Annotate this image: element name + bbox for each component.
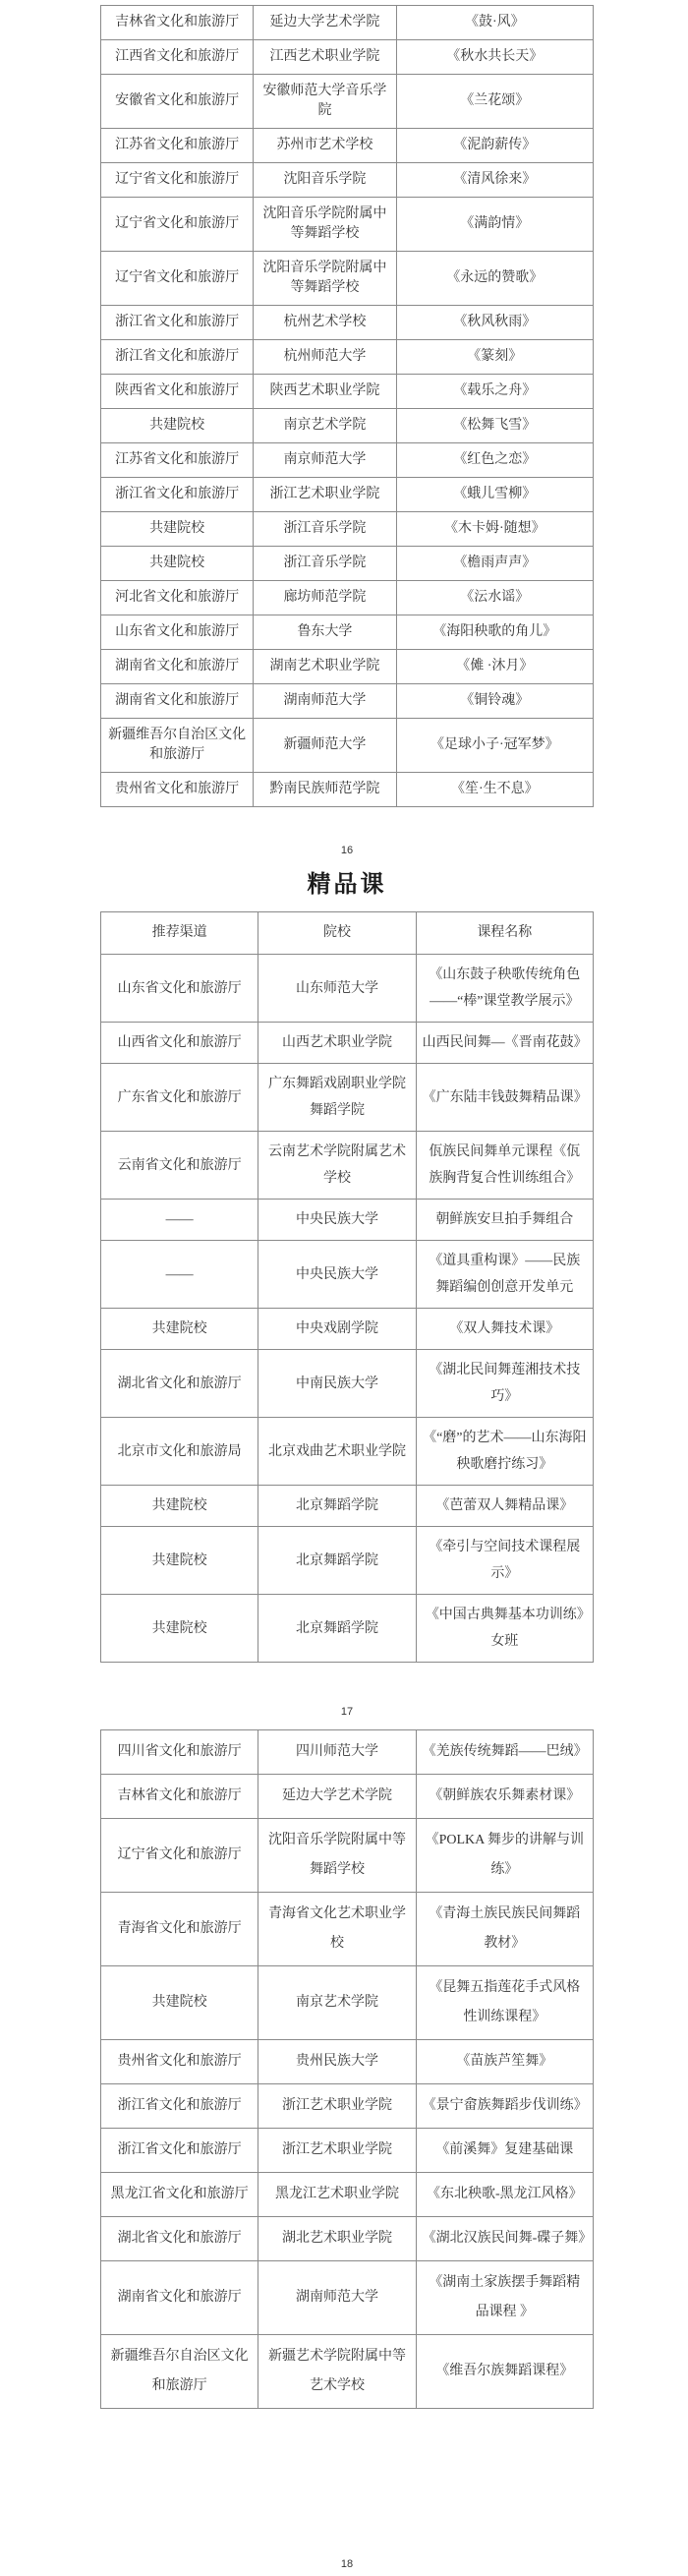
table-cell: 广东舞蹈戏剧职业学院舞蹈学院 — [258, 1064, 416, 1132]
table-cell: 《前溪舞》复建基础课 — [416, 2129, 593, 2173]
table-cell: 陕西省文化和旅游厅 — [101, 375, 254, 409]
table-cell: 北京市文化和旅游局 — [101, 1418, 258, 1486]
table-cell: 浙江艺术职业学院 — [258, 2129, 416, 2173]
table-cell: 湖北省文化和旅游厅 — [101, 2217, 258, 2261]
table-row — [101, 198, 594, 252]
table-row — [101, 1527, 594, 1595]
table-cell: 辽宁省文化和旅游厅 — [101, 252, 254, 306]
table-row — [101, 1730, 594, 1775]
table-cell: 浙江省文化和旅游厅 — [101, 2129, 258, 2173]
table-row — [101, 2217, 594, 2261]
table-cell: 杭州艺术学校 — [254, 306, 396, 340]
table-row — [101, 512, 594, 547]
table-row — [101, 1595, 594, 1663]
table-cell: 共建院校 — [101, 1527, 258, 1595]
table-cell: 黑龙江艺术职业学院 — [258, 2173, 416, 2217]
table-cell: 湖南省文化和旅游厅 — [101, 684, 254, 719]
table-cell: 山东省文化和旅游厅 — [101, 615, 254, 650]
table-cell: 贵州民族大学 — [258, 2040, 416, 2084]
table-cell: 江西省文化和旅游厅 — [101, 40, 254, 75]
table-cell: 中南民族大学 — [258, 1350, 416, 1418]
table-cell: 浙江省文化和旅游厅 — [101, 478, 254, 512]
table-cell: 佤族民间舞单元课程《佤族胸背复合性训练组合》 — [416, 1132, 593, 1200]
table-cell: 延边大学艺术学院 — [254, 6, 396, 40]
table-cell: 共建院校 — [101, 1309, 258, 1350]
table-row — [101, 650, 594, 684]
table-cell: 《秋风秋雨》 — [396, 306, 593, 340]
table-row — [101, 615, 594, 650]
table-cell: 湖北艺术职业学院 — [258, 2217, 416, 2261]
table-row — [101, 252, 594, 306]
table-row — [101, 547, 594, 581]
table-cell: 吉林省文化和旅游厅 — [101, 1775, 258, 1819]
table-cell: 《青海土族民族民间舞蹈教材》 — [416, 1893, 593, 1966]
table-cell: 黑龙江省文化和旅游厅 — [101, 2173, 258, 2217]
table-cell: 《泥韵薪传》 — [396, 129, 593, 163]
table-cell: 《广东陆丰钱鼓舞精品课》 — [416, 1064, 593, 1132]
table-cell: 沈阳音乐学院附属中等舞蹈学校 — [258, 1819, 416, 1893]
table-cell: 新疆艺术学院附属中等艺术学校 — [258, 2335, 416, 2409]
table-cell: 浙江省文化和旅游厅 — [101, 2084, 258, 2129]
table-header-row — [101, 912, 594, 955]
table-row — [101, 340, 594, 375]
table-row — [101, 955, 594, 1023]
table-cell: 《山东鼓子秧歌传统角色——“棒”课堂教学展示》 — [416, 955, 593, 1023]
table-cell: 北京戏曲艺术职业学院 — [258, 1418, 416, 1486]
table-cell: 浙江音乐学院 — [254, 512, 396, 547]
table-cell: 中央民族大学 — [258, 1200, 416, 1241]
table-cell: 南京艺术学院 — [254, 409, 396, 443]
table-row — [101, 2129, 594, 2173]
table-cell: 贵州省文化和旅游厅 — [101, 2040, 258, 2084]
table-cell: 共建院校 — [101, 409, 254, 443]
table-cell: 四川师范大学 — [258, 1730, 416, 1775]
table-row — [101, 2084, 594, 2129]
page-number-17: 17 — [340, 1706, 354, 1718]
table-cell: 河北省文化和旅游厅 — [101, 581, 254, 615]
table-cell: 北京舞蹈学院 — [258, 1486, 416, 1527]
table-cell: 《沄水谣》 — [396, 581, 593, 615]
table-cell: 共建院校 — [101, 1966, 258, 2040]
table-cell: 《“磨”的艺术——山东海阳秧歌磨拧练习》 — [416, 1418, 593, 1486]
section-title: 精品课 — [307, 871, 387, 898]
table-cell: 《笙·生不息》 — [396, 773, 593, 807]
table-cell: 《牵引与空间技术课程展示》 — [416, 1527, 593, 1595]
table-cell: 辽宁省文化和旅游厅 — [101, 163, 254, 198]
table-cell: 山西艺术职业学院 — [258, 1023, 416, 1064]
table-cell: 鲁东大学 — [254, 615, 396, 650]
table-row — [101, 1064, 594, 1132]
table-cell: 《兰花颂》 — [396, 75, 593, 129]
table-cell: 朝鲜族安旦拍手舞组合 — [416, 1200, 593, 1241]
table-row — [101, 773, 594, 807]
table-cell: 《昆舞五指莲花手式风格性训练课程》 — [416, 1966, 593, 2040]
table-row — [101, 1350, 594, 1418]
table-cell: 《芭蕾双人舞精品课》 — [416, 1486, 593, 1527]
col-header-course: 课程名称 — [416, 912, 593, 955]
table-row — [101, 1819, 594, 1893]
table-cell: 黔南民族师范学院 — [254, 773, 396, 807]
table-row — [101, 2261, 594, 2335]
table-cell: 陕西艺术职业学院 — [254, 375, 396, 409]
table-cell: 青海省文化和旅游厅 — [101, 1893, 258, 1966]
table-cell: 贵州省文化和旅游厅 — [101, 773, 254, 807]
table-cell: 江苏省文化和旅游厅 — [101, 443, 254, 478]
table-cell: 《景宁畲族舞蹈步伐训练》 — [416, 2084, 593, 2129]
table-cell: 云南艺术学院附属艺术学校 — [258, 1132, 416, 1200]
table-row — [101, 1200, 594, 1241]
table-cell: 北京舞蹈学院 — [258, 1527, 416, 1595]
table-cell: 江西艺术职业学院 — [254, 40, 396, 75]
table-cell: 沈阳音乐学院附属中等舞蹈学校 — [254, 252, 396, 306]
table-cell: 北京舞蹈学院 — [258, 1595, 416, 1663]
table-row — [101, 2040, 594, 2084]
table-cell: 《松舞飞雪》 — [396, 409, 593, 443]
table-cell: 《湖北民间舞莲湘技术技巧》 — [416, 1350, 593, 1418]
table-cell: 《湖北汉族民间舞-碟子舞》 — [416, 2217, 593, 2261]
table-cell: 《蛾儿雪柳》 — [396, 478, 593, 512]
table-cell: 《东北秧歌-黑龙江风格》 — [416, 2173, 593, 2217]
table-cell: 共建院校 — [101, 1595, 258, 1663]
table-cell: 《木卡姆·随想》 — [396, 512, 593, 547]
table-cell: 延边大学艺术学院 — [258, 1775, 416, 1819]
table-cell: —— — [101, 1200, 258, 1241]
table-cell: 浙江省文化和旅游厅 — [101, 340, 254, 375]
table-cell: 新疆维吾尔自治区文化和旅游厅 — [101, 719, 254, 773]
table-cell: 《铜铃魂》 — [396, 684, 593, 719]
table-cell: 山东省文化和旅游厅 — [101, 955, 258, 1023]
table-row — [101, 1023, 594, 1064]
table-row — [101, 2173, 594, 2217]
table-cell: 浙江音乐学院 — [254, 547, 396, 581]
table-row — [101, 75, 594, 129]
table-row — [101, 719, 594, 773]
table-row — [101, 1241, 594, 1309]
table-cell: 山东师范大学 — [258, 955, 416, 1023]
table-cell: 云南省文化和旅游厅 — [101, 1132, 258, 1200]
works-table — [100, 5, 594, 807]
table-cell: 青海省文化艺术职业学校 — [258, 1893, 416, 1966]
table-cell: 新疆师范大学 — [254, 719, 396, 773]
table-cell: 辽宁省文化和旅游厅 — [101, 1819, 258, 1893]
table-cell: 湖北省文化和旅游厅 — [101, 1350, 258, 1418]
table-cell: 新疆维吾尔自治区文化和旅游厅 — [101, 2335, 258, 2409]
table-row — [101, 1309, 594, 1350]
table-cell: 《海阳秧歌的角儿》 — [396, 615, 593, 650]
table-row — [101, 1966, 594, 2040]
table-cell: 苏州市艺术学校 — [254, 129, 396, 163]
table-cell: 山西民间舞—《晋南花鼓》 — [416, 1023, 593, 1064]
table-cell: 《足球小子·冠军梦》 — [396, 719, 593, 773]
table-cell: 浙江省文化和旅游厅 — [101, 306, 254, 340]
table-cell: 杭州师范大学 — [254, 340, 396, 375]
table-cell: 《朝鲜族农乐舞素材课》 — [416, 1775, 593, 1819]
table-cell: 山西省文化和旅游厅 — [101, 1023, 258, 1064]
table-cell: 《道具重构课》——民族舞蹈编创创意开发单元 — [416, 1241, 593, 1309]
table-row — [101, 1775, 594, 1819]
table-cell: 《羌族传统舞蹈——巴绒》 — [416, 1730, 593, 1775]
table-row — [101, 6, 594, 40]
table-row — [101, 163, 594, 198]
courses-table-second — [100, 1729, 594, 2409]
table-cell: 中央戏剧学院 — [258, 1309, 416, 1350]
table-row — [101, 40, 594, 75]
page-number-18: 18 — [340, 2558, 354, 2570]
table-row — [101, 409, 594, 443]
table-cell: 《湖南土家族摆手舞蹈精品课程 》 — [416, 2261, 593, 2335]
table-cell: 浙江艺术职业学院 — [258, 2084, 416, 2129]
table-row — [101, 1893, 594, 1966]
table-cell: 吉林省文化和旅游厅 — [101, 6, 254, 40]
table-cell: 湖南省文化和旅游厅 — [101, 2261, 258, 2335]
table-cell: 共建院校 — [101, 547, 254, 581]
courses-table-first — [100, 911, 594, 1663]
table-row — [101, 375, 594, 409]
table-cell: 《中国古典舞基本功训练》女班 — [416, 1595, 593, 1663]
table-cell: 《苗族芦笙舞》 — [416, 2040, 593, 2084]
table-row — [101, 581, 594, 615]
table-cell: 南京艺术学院 — [258, 1966, 416, 2040]
table-cell: 浙江艺术职业学院 — [254, 478, 396, 512]
table-cell: 《POLKA 舞步的讲解与训练》 — [416, 1819, 593, 1893]
table-cell: 共建院校 — [101, 1486, 258, 1527]
table-cell: 《秋水共长天》 — [396, 40, 593, 75]
table-cell: 《清风徐来》 — [396, 163, 593, 198]
table-cell: 湖南师范大学 — [254, 684, 396, 719]
table-cell: 《维吾尔族舞蹈课程》 — [416, 2335, 593, 2409]
table-cell: 《篆刻》 — [396, 340, 593, 375]
table-row — [101, 2335, 594, 2409]
table-cell: 《鼓·风》 — [396, 6, 593, 40]
table-cell: 南京师范大学 — [254, 443, 396, 478]
table-cell: —— — [101, 1241, 258, 1309]
table-cell: 四川省文化和旅游厅 — [101, 1730, 258, 1775]
table-row — [101, 306, 594, 340]
table-cell: 安徽师范大学音乐学院 — [254, 75, 396, 129]
table-cell: 安徽省文化和旅游厅 — [101, 75, 254, 129]
table-cell: 江苏省文化和旅游厅 — [101, 129, 254, 163]
table-cell: 辽宁省文化和旅游厅 — [101, 198, 254, 252]
table-cell: 《永远的赞歌》 — [396, 252, 593, 306]
table-cell: 湖南师范大学 — [258, 2261, 416, 2335]
col-header-school: 院校 — [258, 912, 416, 955]
table-cell: 廊坊师范学院 — [254, 581, 396, 615]
table-row — [101, 443, 594, 478]
table-cell: 《双人舞技术课》 — [416, 1309, 593, 1350]
table-row — [101, 1132, 594, 1200]
table-cell: 湖南艺术职业学院 — [254, 650, 396, 684]
table-row — [101, 1418, 594, 1486]
table-cell: 中央民族大学 — [258, 1241, 416, 1309]
table-row — [101, 129, 594, 163]
page-number-16: 16 — [340, 845, 354, 856]
table-cell: 湖南省文化和旅游厅 — [101, 650, 254, 684]
table-cell: 《傩 ·沐月》 — [396, 650, 593, 684]
table-cell: 广东省文化和旅游厅 — [101, 1064, 258, 1132]
table-row — [101, 1486, 594, 1527]
col-header-channel: 推荐渠道 — [101, 912, 258, 955]
table-cell: 共建院校 — [101, 512, 254, 547]
table-cell: 沈阳音乐学院附属中等舞蹈学校 — [254, 198, 396, 252]
table-cell: 沈阳音乐学院 — [254, 163, 396, 198]
table-row — [101, 684, 594, 719]
table-cell: 《檐雨声声》 — [396, 547, 593, 581]
table-row — [101, 478, 594, 512]
table-cell: 《红色之恋》 — [396, 443, 593, 478]
table-cell: 《满韵情》 — [396, 198, 593, 252]
table-cell: 《载乐之舟》 — [396, 375, 593, 409]
